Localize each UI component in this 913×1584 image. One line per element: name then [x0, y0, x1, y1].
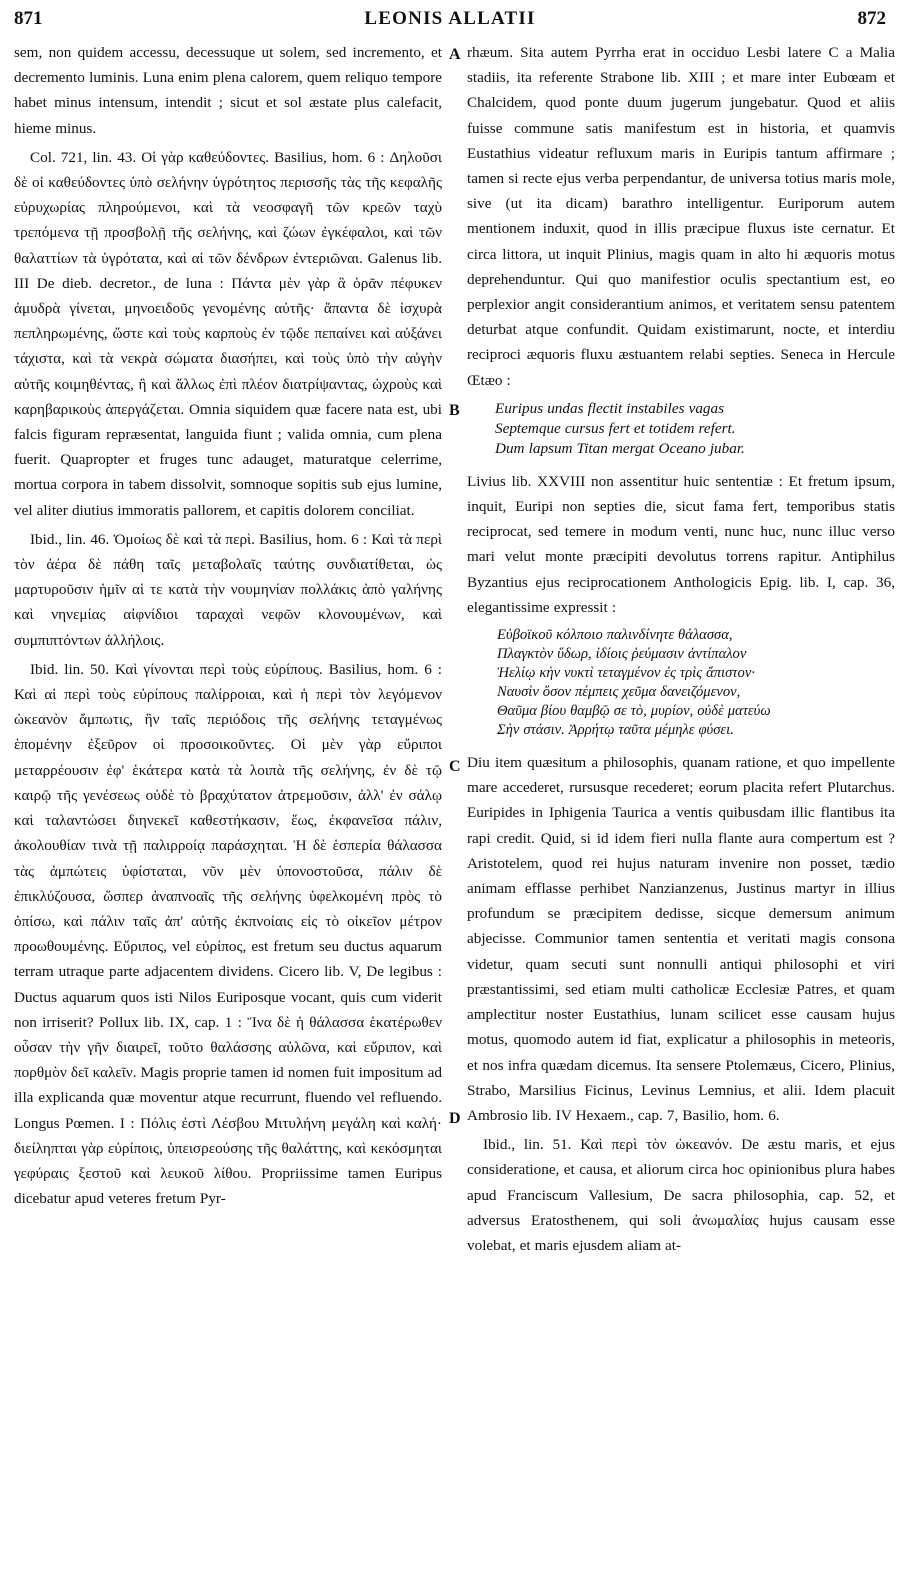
page-number-right: 872 — [857, 8, 886, 29]
greek-epigram — [467, 626, 895, 740]
epigram-line: Θαῦμα βίου θαμβῷ σε τὸ, μυρίον, οὐδὲ ματεύω — [497, 703, 771, 720]
margin-letter-c: C — [449, 758, 461, 775]
quote-line: Euripus undas flectit instabiles vagas — [495, 399, 725, 417]
left-paragraph-2: Col. 721, lin. 43. Οἱ γὰρ καθεύδοντες. Basilius, hom. 6 : Δηλοῦσι δὲ οἱ καθεύδοντες ὑπὸ σελήνην ὑγρότητος περισσῆς τὰς τῆς κεφαλῆς εὐρυχωρίας πληρούμενοι, καὶ τὰ νεοσφαγῆ τῶν κρεῶν ταχὺ τρεπόμενα τῇ προσβολῇ τῆς σελήνης, καὶ ζώων ἐγκέφαλοι, καὶ τῶν θαλαττίων τὰ ὑγρότατα, καὶ αἱ τῶν δένδρων ἐντεριῶναι. Galenus lib. III De dieb. decretor., de luna : Πάντα μὲν γὰρ ἃ ὁρᾶν πέφυκεν ἀμυδρὰ γίνεται, μηνοειδοῦς γενομένης αὐτῆς· ἅπαντα δὲ ἰσχυρὰ πεπληρωμένης, ὥστε καὶ τοὺς καρποὺς ἐν τῷδε πεπαίνει καὶ αὐξάνει τάχιστα, καὶ τὰ νεκρὰ σώματα διασήπει, καὶ τοὺς ὑπὸ τὴν αὐγὴν αὐτῆς κοιμηθέντας, ἢ καὶ ἄλλως ἐπὶ πλέον διατρίψαντας, ὠχροὺς καὶ καρηβαρικοὺς ἀπεργάζεται. Omnia siquidem quæ facere nata est, ubi falcis figuram repræsentat, languida fiunt ; valida omnia, cum plena fuerit. Quapropter et fruges tunc adauget, maturatque celerrime, mortua corpora in tabem dissolvit, somnoque sopitis sub ejus lumine, vel aliter diutius immoratis pallorem, et capitis dolorem conciliat. — [14, 148, 442, 519]
margin-letter-a: A — [449, 46, 461, 63]
quote-line: Dum lapsum Titan mergat Oceano jubar. — [495, 439, 745, 457]
seneca-quote — [467, 399, 895, 459]
left-column — [14, 40, 442, 1215]
epigram-line: Σὴν στάσιν. Ἀρρήτῳ ταῦτα μέμηλε φύσει. — [497, 722, 734, 739]
quote-line: Septemque cursus fert et totidem refert. — [495, 419, 736, 437]
left-paragraph-4: Ibid. lin. 50. Καὶ γίνονται περὶ τοὺς εὐρίπους. Basilius, hom. 6 : Καὶ αἱ περὶ τοὺς εὐρίπους παλίρροιαι, καὶ ἡ περὶ τὸν λεγόμενον ὠκεανὸν ἄμπωτις, ἣν ταῖς περιόδοις τῆς σελήνης τεταγμένως ἑπομένην ἐξεῦρον οἱ προσοικοῦντες. Οἱ μὲν γὰρ εὔριποι μεταρρέουσιν ἐφ' ἑκάτερα κατὰ τὰ λοιπὰ τῆς σελήνης, ἐν δὲ τῷ καιρῷ τῆς γενέσεως οὐδὲ τὸ βραχύτατον ἀτρεμοῦσιν, ἀλλ' ἐν σάλῳ καὶ ταλαντώσει διηνεκεῖ καθεστήκασιν, ἕως, ἐκφανεῖσα πάλιν, ἀκολουθίαν τινὰ τῇ παλιρροίᾳ παράσχηται. Ἡ δὲ ἑσπερία θάλασσα τὰς ἀμπώτεις ὑφίσταται, νῦν μὲν ὑπονοστοῦσα, πάλιν δὲ ἐπικλύζουσα, ὥσπερ ἀναπνοαῖς τῆς σελήνης ὑφελκομένη πρὸς τὸ ὀπίσω, καὶ πάλιν ταῖς ἀπ' αὐτῆς ἐκπνοίαις εἰς τὸ οἰκεῖον μέτρον προωθουμένης. Εὔριπος, vel εὐρίπος, est fretum seu ductus aquarum terram utraque parte adjacentem dividens. Cicero lib. V, De legibus : Ductus aquarum quos isti Nilos Euriposque vocant, quis cum viderit non irriserit? Pollux lib. IX, cap. 1 : Ἵνα δὲ ἡ θάλασσα ἑκατέρωθεν οὖσαν τὴν γῆν διαιρεῖ, τοῦτο θαλάσσης αὐλῶνα, καὶ εὔριπον, καὶ πορθμὸν δεῖ καλεῖν. Magis proprie tamen id nomen fuit impositum ad illa explicanda quæ moventur atque recurrunt, fluendo vel refluendo. Longus Pœmen. I : Πόλις ἐστὶ Λέσβου Μιτυλήνη μεγάλη καὶ καλή· διείληπται γὰρ εὐρίποις, ὑπεισρεούσης τῆς θαλάττης, καὶ κεκόσμηται γεφύραις ξεστοῦ καὶ λευκοῦ λίθου. Propriissime tamen Euripus dicebatur apud veteres fretum Pyr- — [14, 660, 442, 1208]
right-paragraph-1: rhæum. Sita autem Pyrrha erat in occiduo Lesbi latere C a Malia stadiis, ita referente Strabone lib. XIII ; et mare inter Eubœam et Chalcidem, quod ponte duum jugerum jungebatur. Quod et aliis fuisse commune satis manifestum est in historia, et quamvis Eustathius videatur refluxum maris in Euripis tantum affirmare ; tamen si recte ejus verba perpendantur, de universa totius maris mole, sive (ut ita dicam) barathro intelligentur. Euriporum autem mentionem induxit, quod in illis præcipue fluxus iste cernatur. Et circa littora, ut inquit Plinius, magis quam in alto hi æquoris motus deprehenduntur. Qui quo manifestior oculis spectantium est, eo perplexior angit considerantium animos, et veritatem sensu patentem deturbat atque confundit. Quidam existimarunt, nocte, et interdiu reciproci æquoris fluxu æstuantem relabi septies. Seneca in Hercule Œtæo : — [467, 44, 895, 389]
running-title: LEONIS ALLATII — [364, 8, 536, 29]
page-header — [14, 8, 886, 34]
margin-letter-d: D — [449, 1110, 461, 1127]
page-number-left: 871 — [14, 8, 43, 29]
epigram-line: Ναυσὶν ὅσον πέμπεις χεῦμα δανειζόμενον, — [497, 684, 741, 701]
right-paragraph-3: Diu item quæsitum a philosophis, quanam ratione, et quo impellente mare accederet, rursusque recederet; eorum placita refert Plutarchus. Euripides in Iphigenia Taurica a ventis quibusdam illic flantibus ita rapi credit. Quid, si id idem fieri nulla flante aura compertum est ? Aristotelem, quod rei hujus naturam invenire non posset, tædio animam efflasse perhibet Nanzianzenus, Justinus martyr in illius profundum se præcipitem dedisse, sicque demersum animum abjecisse. Communior tamen sententia et veritati magis consona videtur, quam secuti sunt nonnulli antiqui philosophi et viri præstantissimi, sed etiam multi catholicæ Ecclesiæ Patres, et quam amplectitur noster Eustathius, lunam scilicet esse causam hujus motus, quomodo autem id fiat, explicatur a philosophis in meteoris, et nos infra quædam dicemus. Ita sensere Ptolemæus, Cicero, Plinius, Strabo, Marsilius Ficinus, Levinus Lemnius, et alii. Idem placuit Ambrosio lib. IV Hexaem., cap. 7, Basilio, hom. 6. — [467, 754, 895, 1124]
left-paragraph-1: sem, non quidem accessu, decessuque ut solem, sed incremento, et decremento luminis. Luna enim plena calorem, quem reliquo tempore habet minus intensum, intendit ; sicut et sol æstate plus calefacit, hieme minus. — [14, 44, 442, 137]
right-paragraph-4: Ibid., lin. 51. Καὶ περὶ τὸν ὠκεανόν. De æstu maris, et ejus consideratione, et causa, et aliorum circa hoc opinionibus plura habes apud Franciscum Vallesium, De sacra philosophia, cap. 52, et adversus Eratosthenem, qui soli ἀνωμαλίας hujus causam esse volebat, et maris ejusdem aliam at- — [467, 1136, 895, 1254]
epigram-line: Πλαγκτὸν ὕδωρ, ἰδίοις ῥεύμασιν ἀντίπαλον — [497, 646, 747, 663]
margin-letter-b: B — [449, 402, 460, 419]
left-paragraph-3: Ibid., lin. 46. Ὁμοίως δὲ καὶ τὰ περὶ. Basilius, hom. 6 : Καὶ τὰ περὶ τὸν ἀέρα δὲ πάθη ταῖς μεταβολαῖς ταύτης συνδιατίθεται, ὡς μαρτυροῦσιν ἡμῖν αἱ τε κατὰ τὴν νουμηνίαν πολλάκις ἀπὸ γαλήνης καὶ νηνεμίας αἰφνίδιοι ταραχαὶ νεφῶν κλονουμένων, καὶ συμπιπτόντων ἀλλήλοις. — [14, 530, 442, 649]
epigram-line: Εὐβοϊκοῦ κόλποιο παλινδίνητε θάλασσα, — [497, 627, 733, 644]
epigram-line: Ἠελίῳ κὴν νυκτὶ τεταγμένον ἐς τρὶς ἄπιστον· — [497, 665, 755, 682]
right-paragraph-2: Livius lib. XXVIII non assentitur huic sententiæ : Et fretum ipsum, inquit, Euripi non septies die, sicut fama fert, temporibus statis reciprocat, sed temere in modum venti, nunc huc, nunc illuc verso mari velut monte præcipiti devolutus torrens rapitur. Antiphilus Byzantius ejus reciprocationem Anthologicis Epig. lib. I, cap. 36, elegantissime expressit : — [467, 472, 895, 616]
right-column — [467, 40, 895, 1262]
